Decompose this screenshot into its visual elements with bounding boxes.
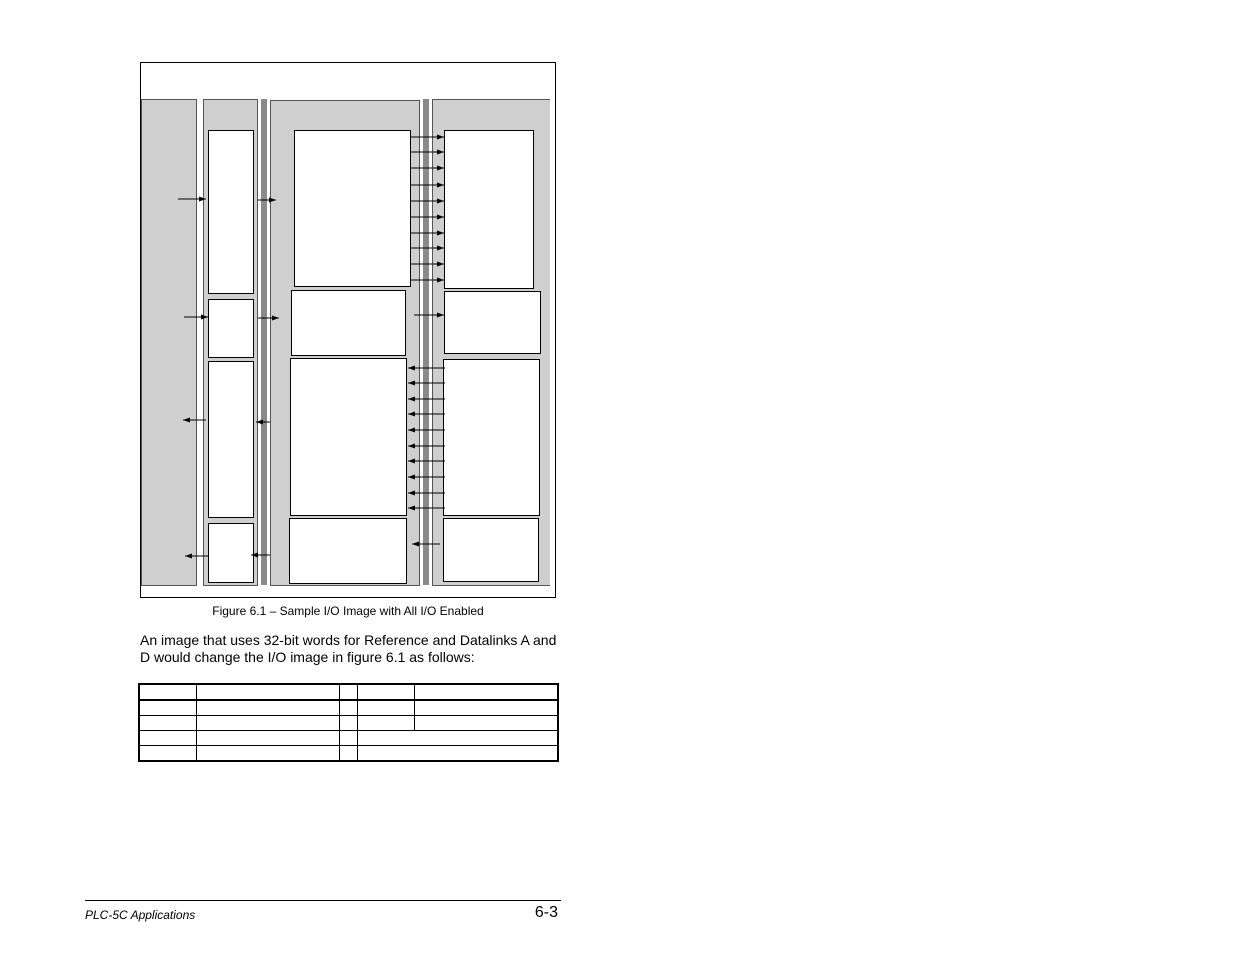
arrow-input-word	[408, 491, 445, 496]
arrow-input-word	[408, 459, 445, 464]
arrow-input-word	[408, 381, 445, 386]
io-image-table	[138, 683, 559, 762]
table-row	[139, 746, 558, 762]
page-number: 6-3	[534, 904, 558, 921]
arrow-input-word	[408, 366, 445, 371]
arrow-scanner-input	[256, 420, 270, 425]
arrow-input-word	[408, 475, 445, 480]
arrow-output-word	[411, 166, 444, 171]
figure-caption: Figure 6.1 – Sample I/O Image with All I/O Enabled	[212, 604, 484, 618]
arrow-input-word	[408, 397, 445, 402]
arrow-input-word	[408, 412, 445, 417]
arrow-input-word	[408, 506, 445, 511]
arrow-scanner-bt-input	[251, 553, 270, 558]
table-row	[139, 716, 558, 731]
arrow-output-word	[411, 215, 444, 220]
arrow-output-word	[411, 246, 444, 251]
arrow-scanner-output	[258, 198, 276, 203]
arrow-plc-input	[183, 418, 206, 423]
arrow-input-word	[408, 428, 445, 433]
arrow-plc-output	[178, 197, 206, 202]
footer-rule	[85, 900, 561, 901]
arrow-output-word	[411, 278, 444, 283]
arrow-output-word	[411, 199, 444, 204]
arrow-scanner-bt-output	[258, 316, 279, 321]
arrow-output-word	[411, 262, 444, 267]
arrow-output-word	[411, 231, 444, 236]
table-row	[139, 700, 558, 716]
arrow-output-message	[414, 313, 444, 318]
table-row	[139, 731, 558, 746]
body-paragraph: An image that uses 32-bit words for Reference and Datalinks A and D would change the I/O image in figure 6.1 as follows:	[140, 632, 557, 665]
arrow-output-word	[411, 150, 444, 155]
arrow-plc-bt-input	[185, 554, 208, 559]
arrow-output-word	[411, 135, 444, 140]
arrow-plc-bt-output	[184, 315, 208, 320]
table-row	[139, 684, 558, 700]
arrow-input-message	[412, 542, 440, 547]
arrow-input-word	[408, 444, 445, 449]
arrow-output-word	[411, 183, 444, 188]
footer-title: PLC-5C Applications	[85, 908, 196, 922]
